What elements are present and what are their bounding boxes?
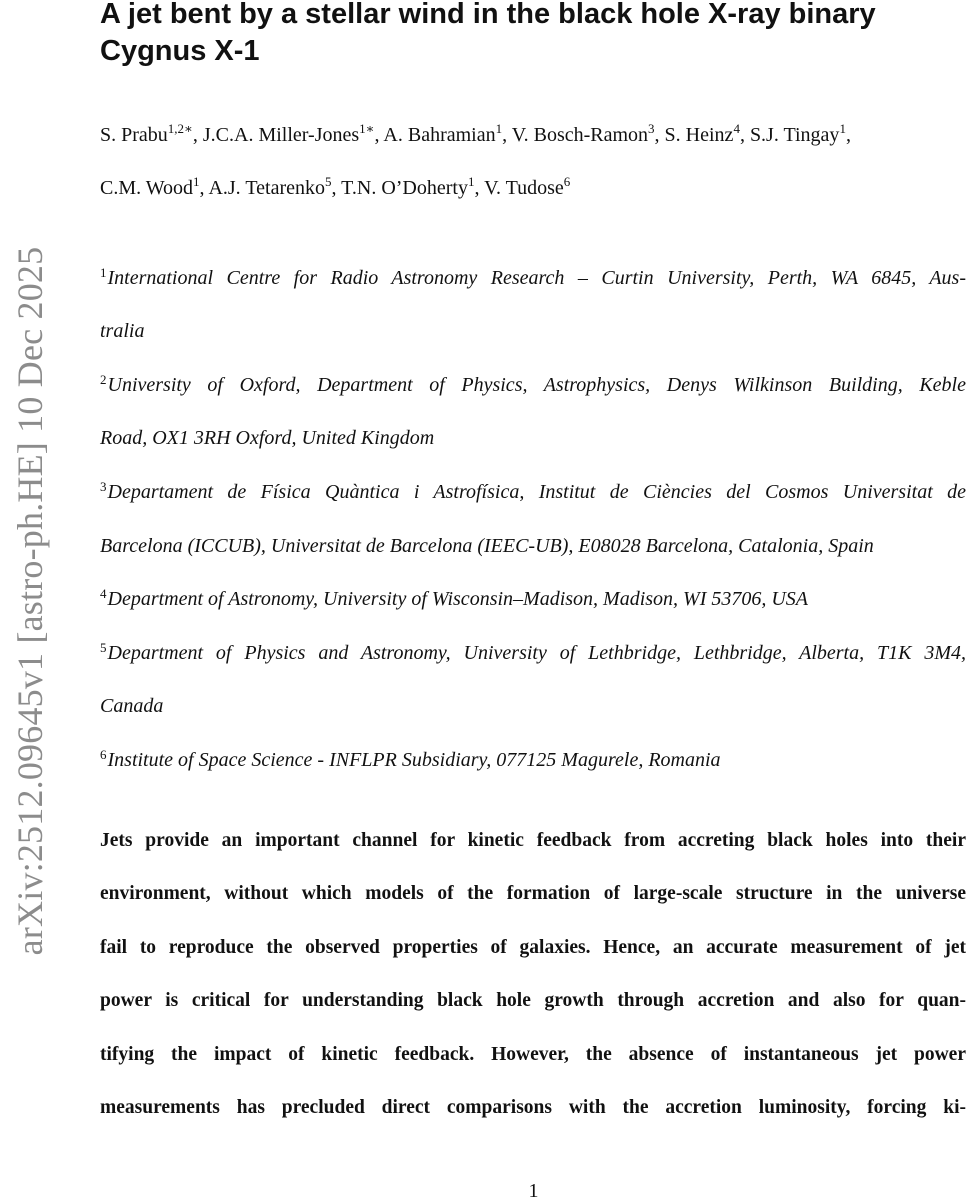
author: A. Bahramian$^1$, [383, 121, 512, 146]
title-line-2: Cygnus X-1 [100, 35, 260, 67]
arxiv-stamp [8, 232, 52, 970]
affiliation-marker: 1 [467, 174, 475, 189]
affiliation-5-continued: Canada [100, 695, 164, 717]
abstract-line: power is critical for understanding black hole growth through accretion and also for quan- [100, 990, 966, 1011]
author: V. Bosch-Ramon$^3$, [511, 121, 665, 146]
affiliation-2: $^2$University of Oxford, Department of Physics, Astrophysics, Denys Wilkinson Building, Keble [100, 372, 966, 396]
abstract-line: fail to reproduce the observed properties of galaxies. Hence, an accurate measurement of jet [100, 937, 966, 958]
affiliation-marker: 6 [563, 174, 571, 189]
affiliation-5: $^5$Department of Physics and Astronomy, University of Lethbridge, Lethbridge, Alberta, T1K 3M4, [100, 640, 966, 664]
affiliation-marker: 1,2∗ [167, 121, 193, 136]
affiliation-marker: 1 [193, 174, 200, 189]
arxiv-identifier[interactable]: arXiv:2512.09645v1 [astro-ph.HE] 10 Dec 2025 [10, 246, 50, 956]
author-list-line-1 [100, 121, 967, 147]
title-line-1: A jet bent by a stellar wind in the black hole X-ray binary [100, 0, 876, 30]
affiliation-marker: 1 [495, 121, 503, 136]
abstract-line: Jets provide an important channel for kinetic feedback from accreting black holes into their [100, 830, 966, 851]
author: A.J. Tetarenko$^5$, [208, 174, 342, 199]
page-number: 1 [528, 1180, 539, 1202]
affiliation-4: $^4$Department of Astronomy, University of Wisconsin–Madison, Madison, WI 53706, USA [100, 586, 809, 610]
author: J.C.A. Miller-Jones$^{1∗}$, [202, 121, 384, 146]
affiliation-3: $^3$Departament de Física Quàntica i Astrofísica, Institut de Ciències del Cosmos Universitat de [100, 479, 966, 503]
affiliation-6: $^6$Institute of Space Science - INFLPR Subsidiary, 077125 Magurele, Romania [100, 747, 721, 771]
abstract-line: tifying the impact of kinetic feedback. However, the absence of instantaneous jet power [100, 1044, 966, 1065]
author: S. Prabu$^{1,2∗}$, [100, 121, 203, 146]
author: T.N. O’Doherty$^1$, [341, 174, 485, 199]
author: S.J. Tingay$^1$, [749, 121, 851, 146]
author-list-line-2 [100, 174, 967, 200]
affiliation-2-continued: Road, OX1 3RH Oxford, United Kingdom [100, 427, 435, 449]
affiliation-1: $^1$International Centre for Radio Astronomy Research – Curtin University, Perth, WA 6845, Aus- [100, 265, 966, 289]
author: S. Heinz$^4$, [664, 121, 750, 146]
affiliation-3-continued: Barcelona (ICCUB), Universitat de Barcelona (IEEC-UB), E08028 Barcelona, Catalonia, Spain [100, 535, 874, 557]
affiliation-marker: 1∗ [359, 121, 375, 136]
affiliation-1-continued: tralia [100, 320, 145, 342]
author: C.M. Wood$^1$, [100, 174, 209, 199]
author: V. Tudose$^6$ [484, 174, 571, 199]
abstract-line: environment, without which models of the formation of large-scale structure in the universe [100, 883, 966, 904]
affiliation-marker: 1 [839, 121, 846, 136]
affiliation-marker: 5 [325, 174, 332, 189]
affiliation-marker: 3 [648, 121, 655, 136]
affiliation-marker: 4 [733, 121, 740, 136]
abstract-line: measurements has precluded direct comparisons with the accretion luminosity, forcing ki- [100, 1097, 966, 1118]
paper-title [100, 0, 967, 70]
